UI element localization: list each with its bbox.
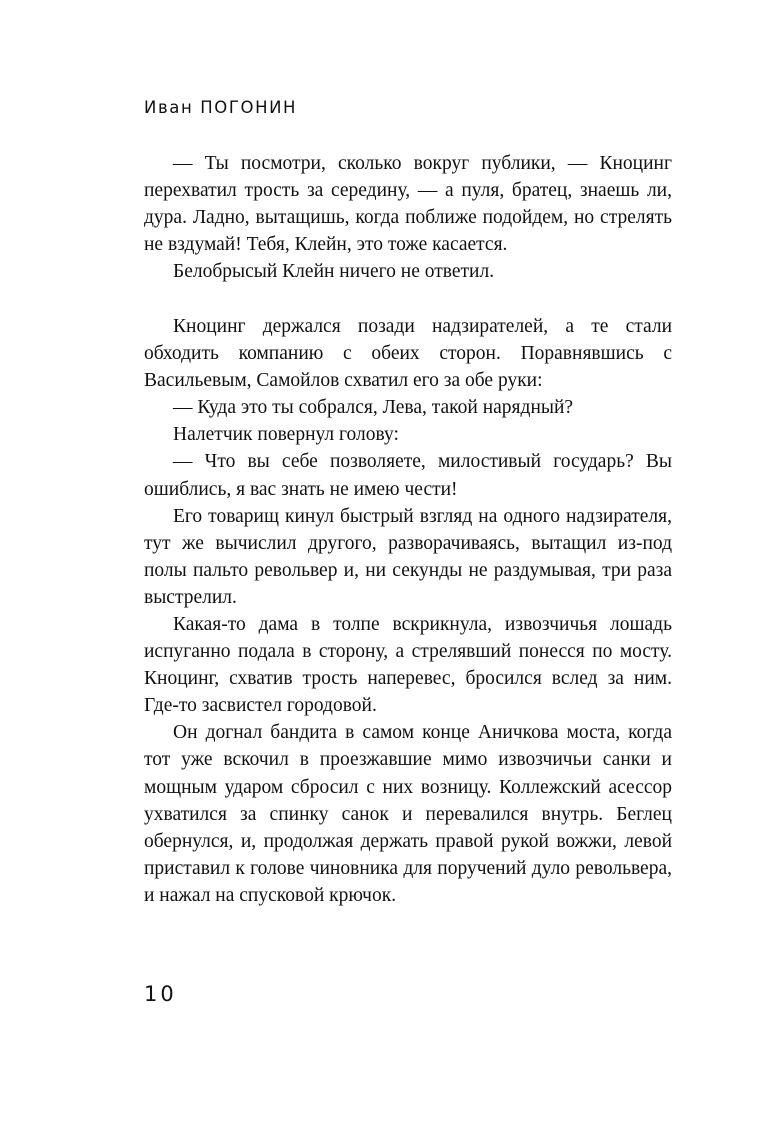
paragraph: Какая-то дама в толпе вскрикнула, извозчичья лошадь испуганно подала в сторону, а стрелявший понесся по мосту. Кноцинг, схватив трость наперевес, бросился вслед за ним. Где-то засвистел городовой. bbox=[144, 614, 672, 717]
author-last-name: ПОГОНИН bbox=[200, 98, 298, 117]
body-text bbox=[144, 150, 672, 909]
paragraph: Кноцинг держался позади надзирателей, а те стали обходить компанию с обеих сторон. Поравнявшись с Васильевым, Самойлов схватил его за обе руки: bbox=[144, 315, 672, 392]
author-first-name: Иван bbox=[144, 98, 194, 117]
paragraph: — Куда это ты собрался, Лева, такой нарядный? bbox=[173, 397, 574, 419]
paragraph: Он догнал бандита в самом конце Аничкова моста, когда тот уже вскочил в проезжавшие мимо извозчичьи санки и мощным ударом сбросил с них возницу. Коллежский асессор ухватился за спинку санок и перевалился внутрь. Беглец обернулся, и, продолжая держать правой рукой вожжи, левой приставил к голове чиновника для поручений дуло револьвера, и нажал на спусковой крючок. bbox=[144, 722, 672, 906]
paragraph: — Что вы себе позволяете, милостивый государь? Вы ошиблись, я вас знать не имею чести! bbox=[144, 451, 672, 500]
paragraph: Налетчик повернул голову: bbox=[173, 424, 399, 446]
page-number: 10 bbox=[144, 982, 177, 1006]
paragraph: Его товарищ кинул быстрый взгляд на одного надзирателя, тут же вычислил другого, разворачиваясь, вытащил из-под полы пальто револьвер и, ни секунды не раздумывая, три раза выстрелил. bbox=[144, 505, 672, 608]
paragraph: Белобрысый Клейн ничего не ответил. bbox=[173, 261, 495, 283]
paragraph: — Ты посмотри, сколько вокруг публики, — Кноцинг перехватил трость за середину, — а пуля, братец, знаешь ли, дура. Ладно, вытащишь, когда поближе подойдем, но стрелять не вздумай! Тебя, Клейн, это тоже касается. bbox=[144, 153, 672, 256]
running-head bbox=[144, 97, 297, 119]
